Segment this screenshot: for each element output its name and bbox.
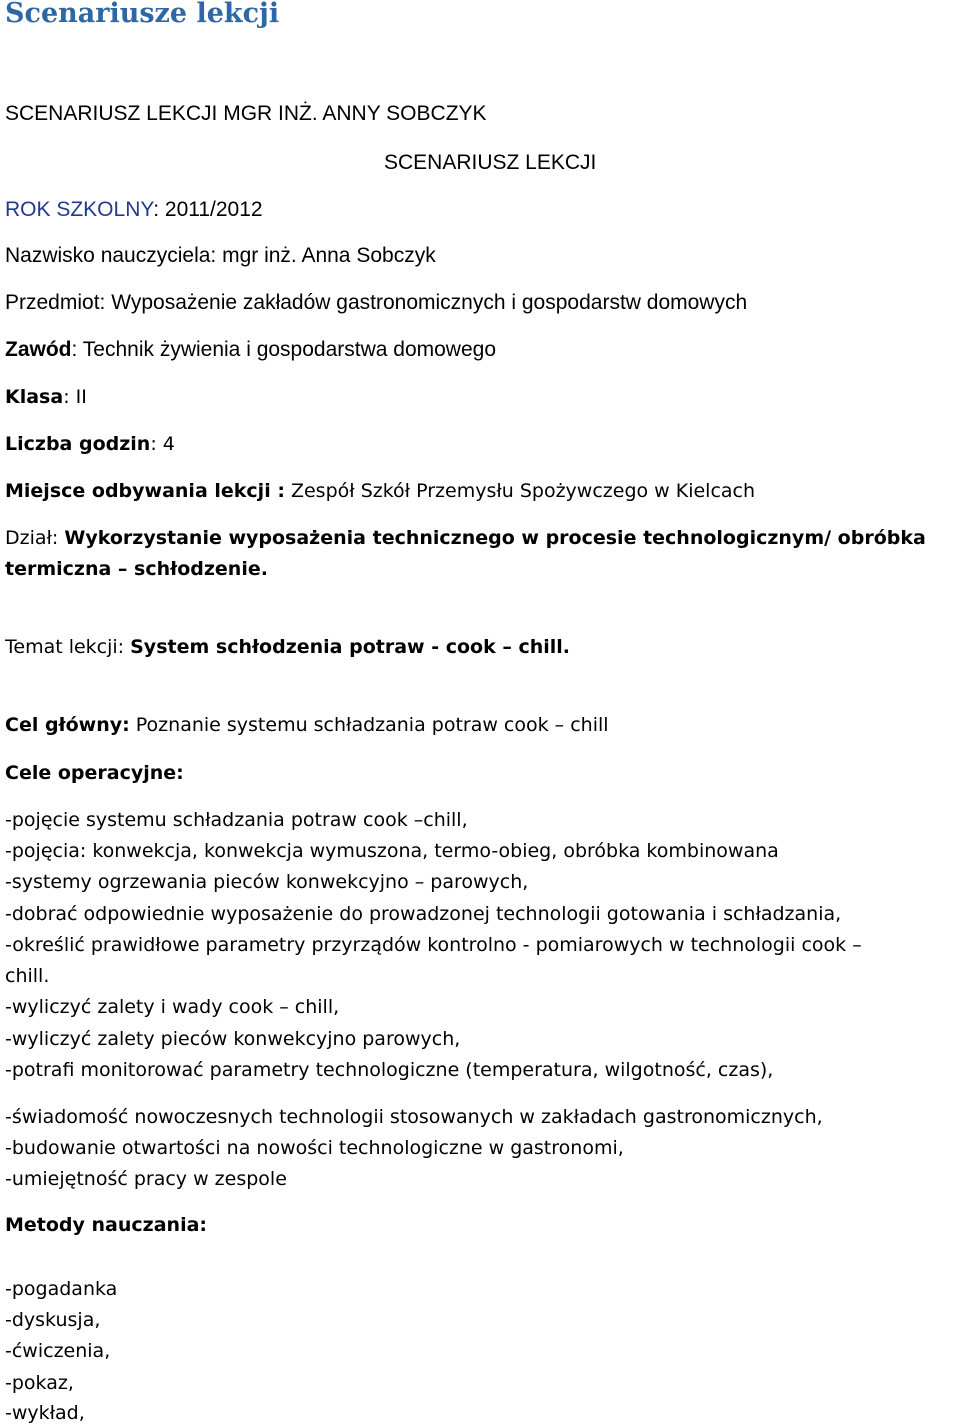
operational-goal-item: -systemy ogrzewania pieców konwekcyjno – parowych, [5, 871, 529, 893]
operational-goal-item: -wyliczyć zalety pieców konwekcyjno parowych, [5, 1028, 461, 1050]
section-label: Dział: [5, 527, 65, 549]
page-title: Scenariusze lekcji [5, 0, 280, 29]
subject-row [5, 291, 747, 315]
method-item: -ćwiczenia, [5, 1340, 111, 1362]
document-subtitle: SCENARIUSZ LEKCJI [384, 151, 597, 174]
main-goal-label: Cel główny: [5, 714, 130, 736]
operational-goal-item: -wyliczyć zalety i wady cook – chill, [5, 996, 340, 1018]
place-label: Miejsce odbywania lekcji : [5, 480, 285, 502]
teacher-row [5, 244, 436, 268]
operational-goals-heading: Cele operacyjne: [5, 762, 184, 784]
operational-goal-item: -potrafi monitorować parametry technologiczne (temperatura, wilgotność, czas), [5, 1059, 774, 1081]
operational-goal-item: -dobrać odpowiednie wyposażenie do prowadzonej technologii gotowania i schładzania, [5, 903, 842, 925]
main-goal-value: Poznanie systemu schładzania potraw cook – chill [129, 714, 609, 736]
method-item: -wykład, [5, 1402, 85, 1424]
operational-goal-item: -określić prawidłowe parametry przyrządów kontrolno - pomiarowych w technologii cook – [5, 934, 862, 956]
operational-goal-item: -pojęcie systemu schładzania potraw cook –chill, [5, 809, 468, 831]
school-year-value: : 2011/2012 [153, 198, 263, 221]
class-row [5, 386, 87, 408]
method-item: -dyskusja, [5, 1309, 101, 1331]
class-label: Klasa [5, 386, 64, 408]
hours-value: : 4 [150, 433, 175, 455]
method-item: -pokaz, [5, 1372, 74, 1394]
school-year-row [5, 198, 263, 222]
topic-label: Temat lekcji: [5, 636, 131, 658]
operational-goal-item: chill. [5, 965, 50, 987]
section-row [5, 527, 926, 549]
subject-value: : Wyposażenie zakładów gastronomicznych i gospodarstw domowych [99, 291, 748, 314]
section-row-continued: termiczna – schłodzenie. [5, 558, 268, 580]
author-line: SCENARIUSZ LEKCJI MGR INŻ. ANNY SOBCZYK [5, 102, 487, 125]
social-goal-item: -budowanie otwartości na nowości technologiczne w gastronomi, [5, 1137, 624, 1159]
teacher-value: : mgr inż. Anna Sobczyk [210, 244, 436, 267]
social-goal-item: -umiejętność pracy w zespole [5, 1168, 287, 1190]
topic-row [5, 636, 570, 658]
profession-row [5, 338, 496, 362]
topic-value: System schłodzenia potraw - cook – chill. [130, 636, 570, 658]
school-year-label: ROK SZKOLNY [5, 198, 154, 221]
profession-value: : Technik żywienia i gospodarstwa domowego [71, 338, 497, 361]
main-goal-row [5, 714, 609, 736]
teacher-label: Nazwisko nauczyciela [5, 244, 211, 267]
place-row [5, 480, 755, 502]
hours-row [5, 433, 175, 455]
section-value: Wykorzystanie wyposażenia technicznego w procesie technologicznym/ obróbka [64, 527, 926, 549]
place-value: Zespół Szkół Przemysłu Spożywczego w Kielcach [284, 480, 756, 502]
hours-label: Liczba godzin [5, 433, 151, 455]
profession-label: Zawód [5, 338, 72, 361]
class-value: : II [63, 386, 87, 408]
method-item: -pogadanka [5, 1278, 118, 1300]
methods-heading: Metody nauczania: [5, 1214, 208, 1236]
operational-goal-item: -pojęcia: konwekcja, konwekcja wymuszona, termo-obieg, obróbka kombinowana [5, 840, 779, 862]
subject-label: Przedmiot [5, 291, 100, 314]
social-goal-item: -świadomość nowoczesnych technologii stosowanych w zakładach gastronomicznych, [5, 1106, 823, 1128]
